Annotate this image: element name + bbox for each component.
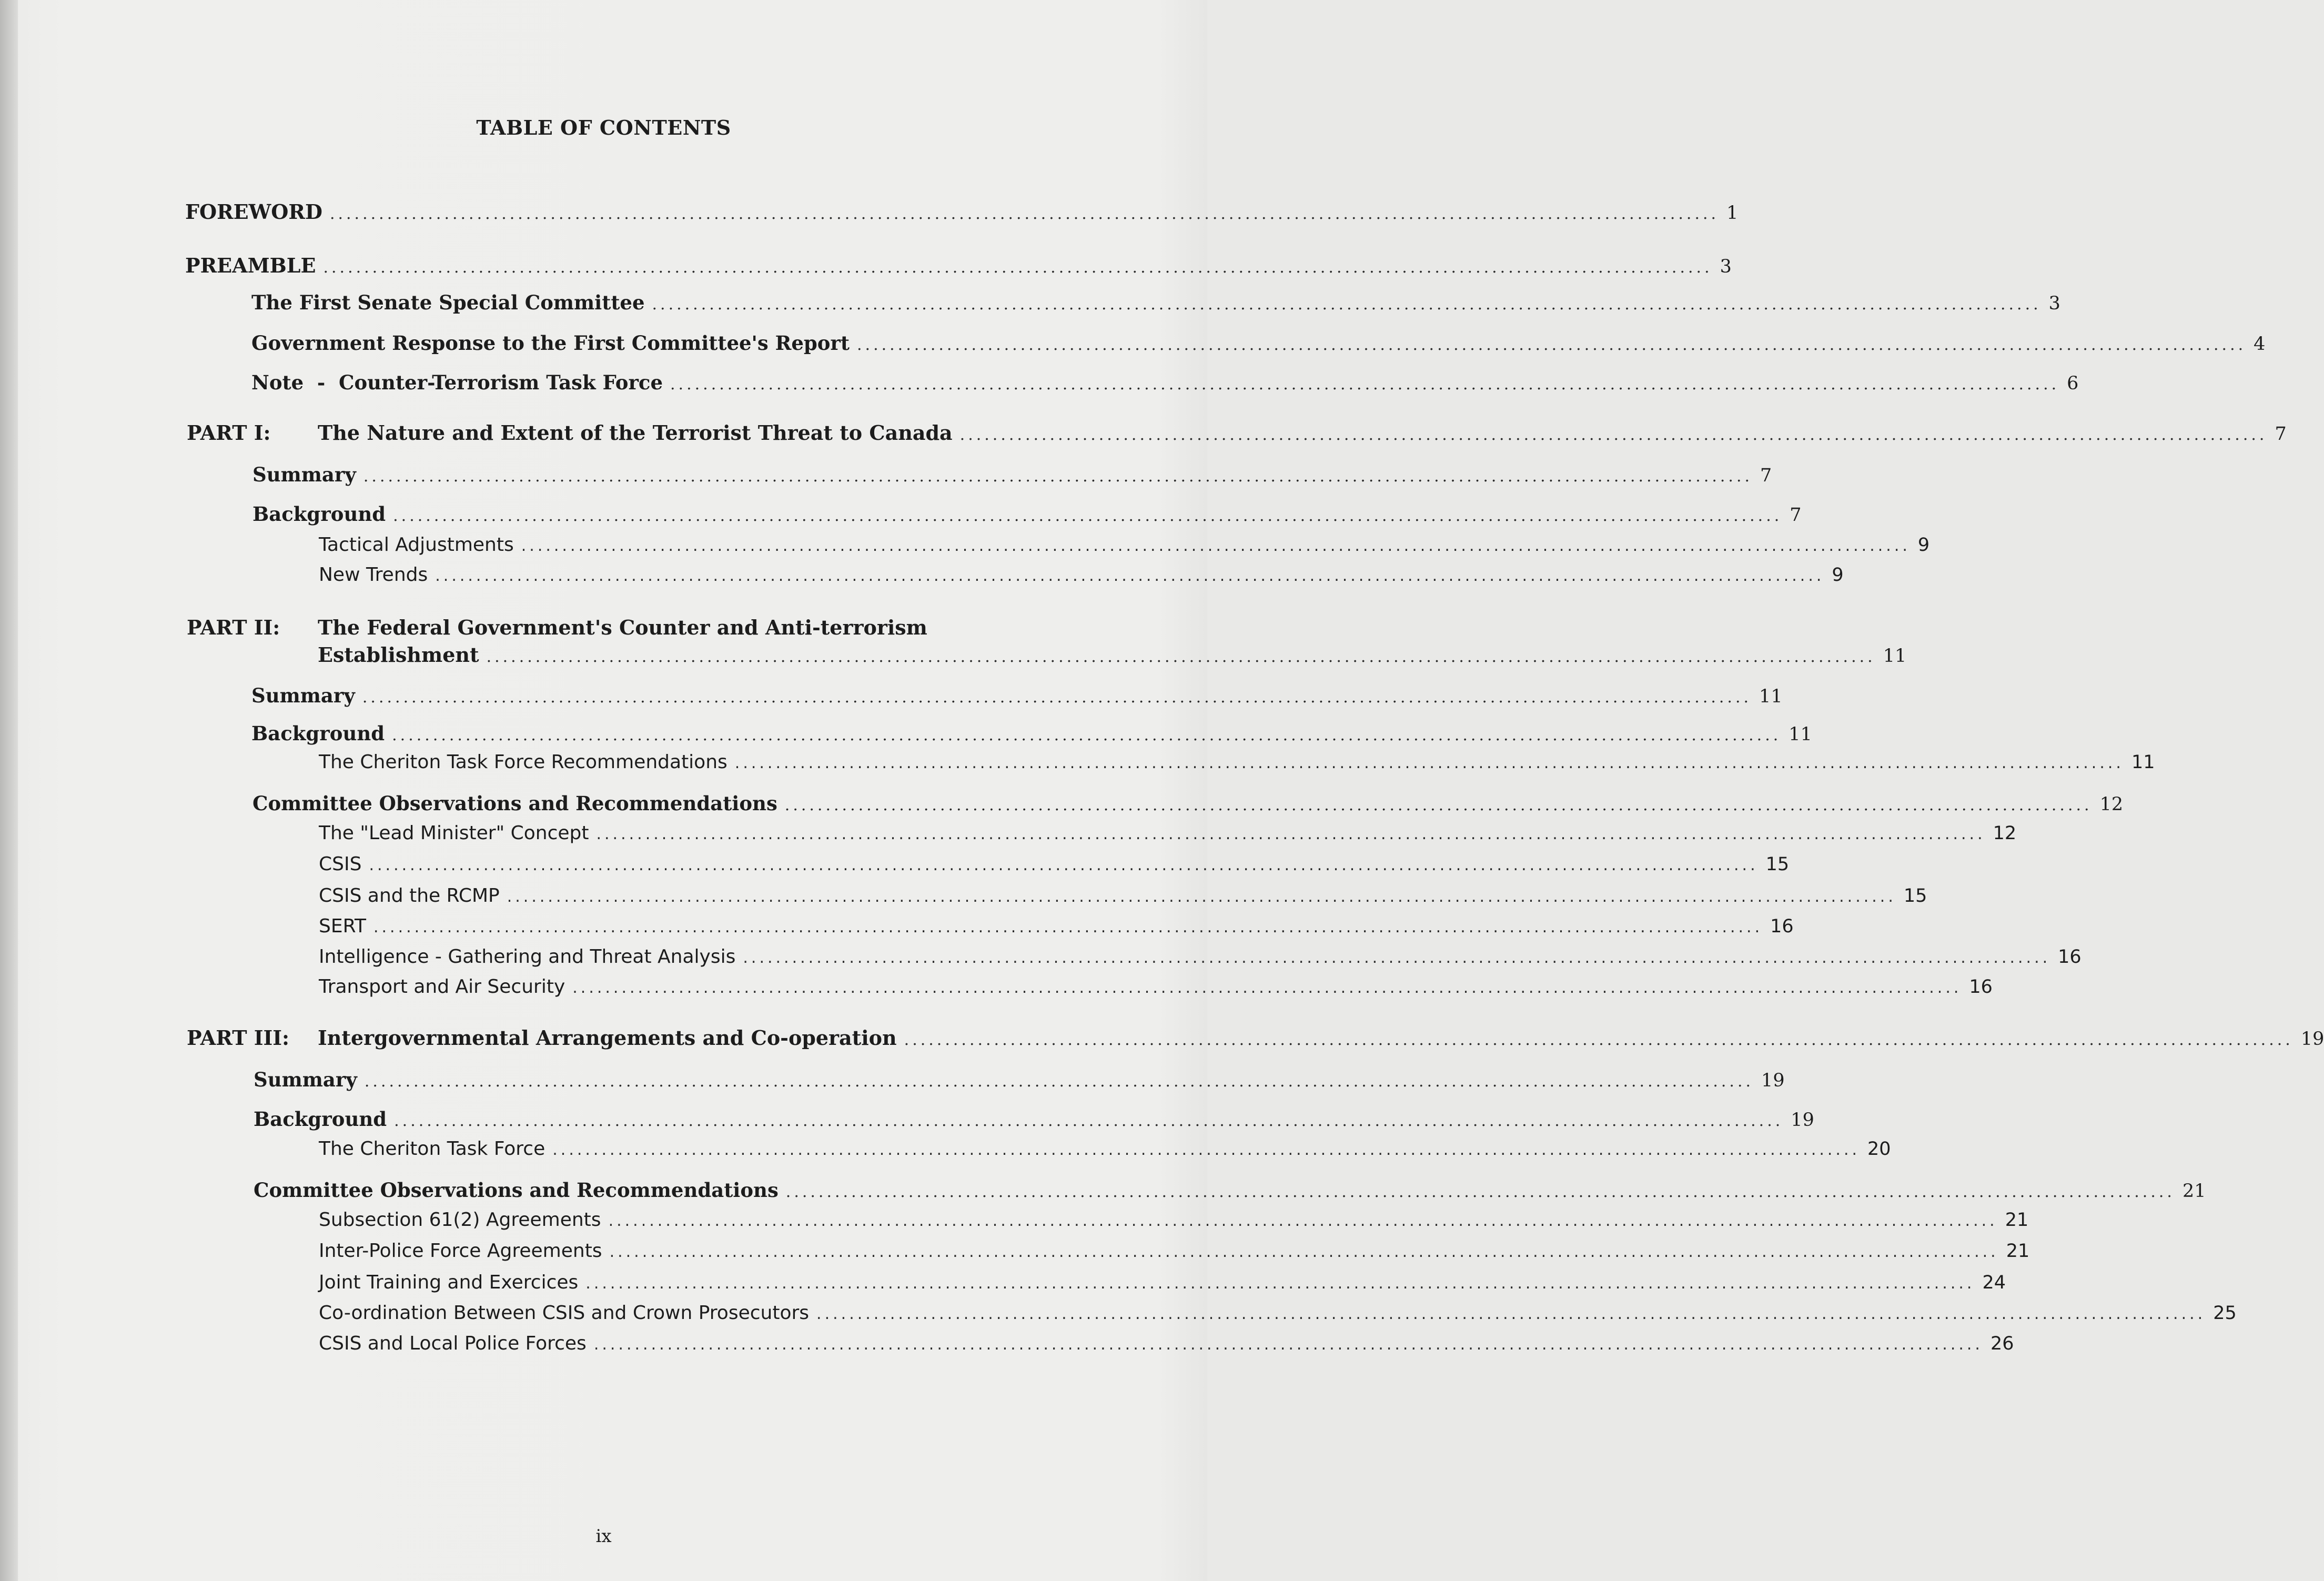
toc-entry-note-task-force[interactable] <box>251 371 2079 397</box>
page-number: 15 <box>1903 885 1927 907</box>
toc-entry-inter-police[interactable] <box>319 1240 2030 1266</box>
leader-dots: ................................................................................................................................................................ <box>743 949 2051 967</box>
toc-entry-part-2-background[interactable] <box>251 722 1812 748</box>
leader-dots: .......................................................................................................................................................................... <box>521 537 1911 555</box>
leader-dots: .......................................................................................................................................................................... <box>435 567 1825 585</box>
part-2-label: PART II: <box>187 616 280 639</box>
entry-label: Background <box>254 1107 387 1131</box>
toc-entry-foreword[interactable] <box>185 200 1739 226</box>
toc-entry-subsection-61[interactable] <box>319 1209 2029 1235</box>
entry-label: The First Senate Special Committee <box>251 291 645 314</box>
entry-label: The Cheriton Task Force <box>319 1138 545 1160</box>
toc-entry-transport-security[interactable] <box>319 976 1993 1002</box>
entry-label: Tactical Adjustments <box>319 534 514 556</box>
entry-label: Background <box>251 722 385 745</box>
leader-dots: .......................................................................................................................................................................... <box>670 375 2060 394</box>
leader-dots: .......................................................................................................................................................................... <box>362 688 1752 707</box>
page-number: 6 <box>2067 373 2079 394</box>
page-number: 21 <box>2182 1181 2206 1202</box>
leader-dots: .......................................................................................................................................................................... <box>785 1183 2175 1201</box>
leader-dots: .......................................................................................................................................................................... <box>857 336 2247 354</box>
toc-entry-part-2-summary[interactable] <box>251 684 1783 710</box>
entry-label: PREAMBLE <box>185 254 316 277</box>
page-number: 12 <box>1993 823 2017 844</box>
leader-dots: .......................................................................................................................................................................... <box>652 295 2042 314</box>
toc-entry-new-trends[interactable] <box>319 564 1844 590</box>
entry-label: New Trends <box>319 564 428 586</box>
entry-label: The "Lead Minister" Concept <box>319 822 589 844</box>
leader-dots: .......................................................................................................................................................................... <box>596 825 1986 843</box>
page-folio: ix <box>595 1526 612 1547</box>
page-number: 25 <box>2213 1303 2237 1324</box>
page-number: 7 <box>1790 505 1802 526</box>
toc-entry-part-3[interactable] <box>318 1026 2324 1052</box>
leader-dots: .......................................................................................................................................................................... <box>585 1274 1975 1293</box>
leader-dots: .......................................................................................................................................................................... <box>329 205 1720 223</box>
toc-entry-intelligence[interactable] <box>319 946 2082 972</box>
toc-entry-part-3-summary[interactable] <box>254 1068 1785 1094</box>
leader-dots: .......................................................................................................................................................................... <box>394 1112 1784 1130</box>
leader-dots: .......................................................................................................................................................................... <box>323 258 1713 277</box>
toc-title: TABLE OF CONTENTS <box>476 116 731 139</box>
leader-dots: .......................................................................................................................................................................... <box>608 1212 1998 1230</box>
entry-label: SERT <box>319 915 366 937</box>
toc-entry-part-2-observations[interactable] <box>252 792 2124 818</box>
leader-dots: .......................................................................................................................................................................... <box>609 1243 1999 1261</box>
entry-label: Summary <box>252 463 356 486</box>
entry-label: Committee Observations and Recommendations <box>252 792 777 815</box>
toc-entry-part-2[interactable] <box>318 643 1907 669</box>
toc-entry-sert[interactable] <box>319 915 1794 942</box>
page-number: 12 <box>2099 794 2124 815</box>
page-number: 16 <box>1969 976 1993 998</box>
page-number: 21 <box>2006 1241 2030 1262</box>
entry-label: Inter-Police Force Agreements <box>319 1240 602 1262</box>
entry-label: Establishment <box>318 643 479 667</box>
toc-entry-joint-training[interactable] <box>319 1272 2006 1298</box>
toc-entry-tactical-adjustments[interactable] <box>319 534 1930 560</box>
entry-label: CSIS and the RCMP <box>319 885 500 907</box>
page-number: 19 <box>1761 1070 1785 1091</box>
entry-label: The Cheriton Task Force Recommendations <box>319 751 727 773</box>
part-3-label: PART III: <box>187 1026 290 1050</box>
toc-entry-part-3-observations[interactable] <box>254 1179 2206 1205</box>
toc-entry-part-1-summary[interactable] <box>252 463 1772 489</box>
page-number: 9 <box>1832 565 1844 586</box>
toc-entry-cheriton-recommendations[interactable] <box>319 751 2155 778</box>
entry-label: CSIS and Local Police Forces <box>319 1333 587 1354</box>
leader-dots: .......................................................................................................................................................................... <box>734 754 2124 772</box>
page-number: 19 <box>1791 1110 1814 1131</box>
page-number: 21 <box>2005 1210 2029 1231</box>
leader-dots: .......................................................................................................................................................................... <box>392 726 1782 744</box>
entry-label: Intelligence - Gathering and Threat Analysis <box>319 946 736 968</box>
toc-entry-part-3-background[interactable] <box>254 1107 1814 1134</box>
leader-dots: .......................................................................................................................................................................... <box>369 856 1759 874</box>
page-number: 15 <box>1765 854 1790 875</box>
leader-dots: .......................................................................................................................................................................... <box>363 467 1753 486</box>
toc-entry-lead-minister[interactable] <box>319 822 2017 849</box>
toc-entry-part-1[interactable] <box>318 421 2287 447</box>
leader-dots: .......................................................................................................................................................................... <box>507 888 1896 906</box>
leader-dots: ................................................................................................................................................................ <box>959 426 2268 444</box>
entry-label: The Nature and Extent of the Terrorist Threat to Canada <box>318 421 953 445</box>
entry-label: Committee Observations and Recommendations <box>254 1179 779 1202</box>
entry-label: Co-ordination Between CSIS and Crown Prosecutors <box>319 1302 810 1324</box>
toc-entry-csis-rcmp[interactable] <box>319 885 1927 911</box>
page-number: 4 <box>2254 334 2266 355</box>
leader-dots: .......................................................................................................................................................................... <box>373 918 1763 936</box>
leader-dots: .......................................................................................................................................................................... <box>393 507 1783 525</box>
entry-label: Government Response to the First Committee's Report <box>251 331 850 355</box>
leader-dots: .......................................................................................................................................................................... <box>486 648 1876 666</box>
page-number: 11 <box>1883 646 1907 667</box>
leader-dots: .......................................................................................................................................................................... <box>904 1031 2293 1049</box>
page-number: 1 <box>1726 203 1739 224</box>
page-number: 26 <box>1990 1333 2014 1354</box>
entry-label: Summary <box>251 684 355 707</box>
toc-entry-local-police[interactable] <box>319 1333 2014 1359</box>
page-number: 11 <box>2131 752 2155 773</box>
page-number: 7 <box>1760 465 1772 486</box>
page-number: 16 <box>1770 916 1794 937</box>
binding-shadow <box>0 0 18 1581</box>
leader-dots: .......................................................................................................................................................................... <box>816 1305 2206 1323</box>
page-number: 19 <box>2300 1029 2324 1050</box>
part-2-title-line1: The Federal Government's Counter and Anti-terrorism <box>318 616 927 639</box>
page-number: 3 <box>1720 256 1732 277</box>
page-number: 9 <box>1917 535 1930 556</box>
page-number: 20 <box>1867 1139 1891 1160</box>
page-number: 16 <box>2058 946 2082 968</box>
entry-label: CSIS <box>319 853 362 875</box>
page-number: 3 <box>2048 293 2060 314</box>
toc-entry-part-1-background[interactable] <box>252 502 1802 529</box>
leader-dots: .......................................................................................................................................................................... <box>593 1335 1983 1354</box>
toc-entry-preamble[interactable] <box>185 254 1732 280</box>
entry-label: Transport and Air Security <box>319 976 565 998</box>
entry-label: Intergovernmental Arrangements and Co-operation <box>318 1026 897 1050</box>
page-number: 11 <box>1759 686 1783 707</box>
leader-dots: ................................................................................................................................................................ <box>784 796 2093 814</box>
entry-label: Summary <box>254 1068 357 1091</box>
entry-label: Subsection 61(2) Agreements <box>319 1209 601 1231</box>
entry-label: FOREWORD <box>185 200 322 224</box>
entry-label: Joint Training and Exercices <box>319 1272 579 1293</box>
leader-dots: ................................................................................................................................................................ <box>552 1141 1861 1159</box>
entry-label: Note - Counter-Terrorism Task Force <box>251 371 663 394</box>
entry-label: Background <box>252 502 386 526</box>
leader-dots: .......................................................................................................................................................................... <box>364 1072 1754 1091</box>
toc-entry-first-senate-committee[interactable] <box>251 291 2060 317</box>
page-number: 11 <box>1789 724 1812 745</box>
leader-dots: .......................................................................................................................................................................... <box>572 979 1962 997</box>
page-number: 7 <box>2275 424 2287 445</box>
toc-entry-coordination[interactable] <box>319 1302 2237 1328</box>
part-1-label: PART I: <box>187 421 271 445</box>
toc-entry-cheriton-task-force[interactable] <box>319 1138 1891 1164</box>
toc-entry-csis[interactable] <box>319 853 1790 880</box>
toc-entry-government-response[interactable] <box>251 331 2266 358</box>
page-number: 24 <box>1982 1272 2006 1293</box>
